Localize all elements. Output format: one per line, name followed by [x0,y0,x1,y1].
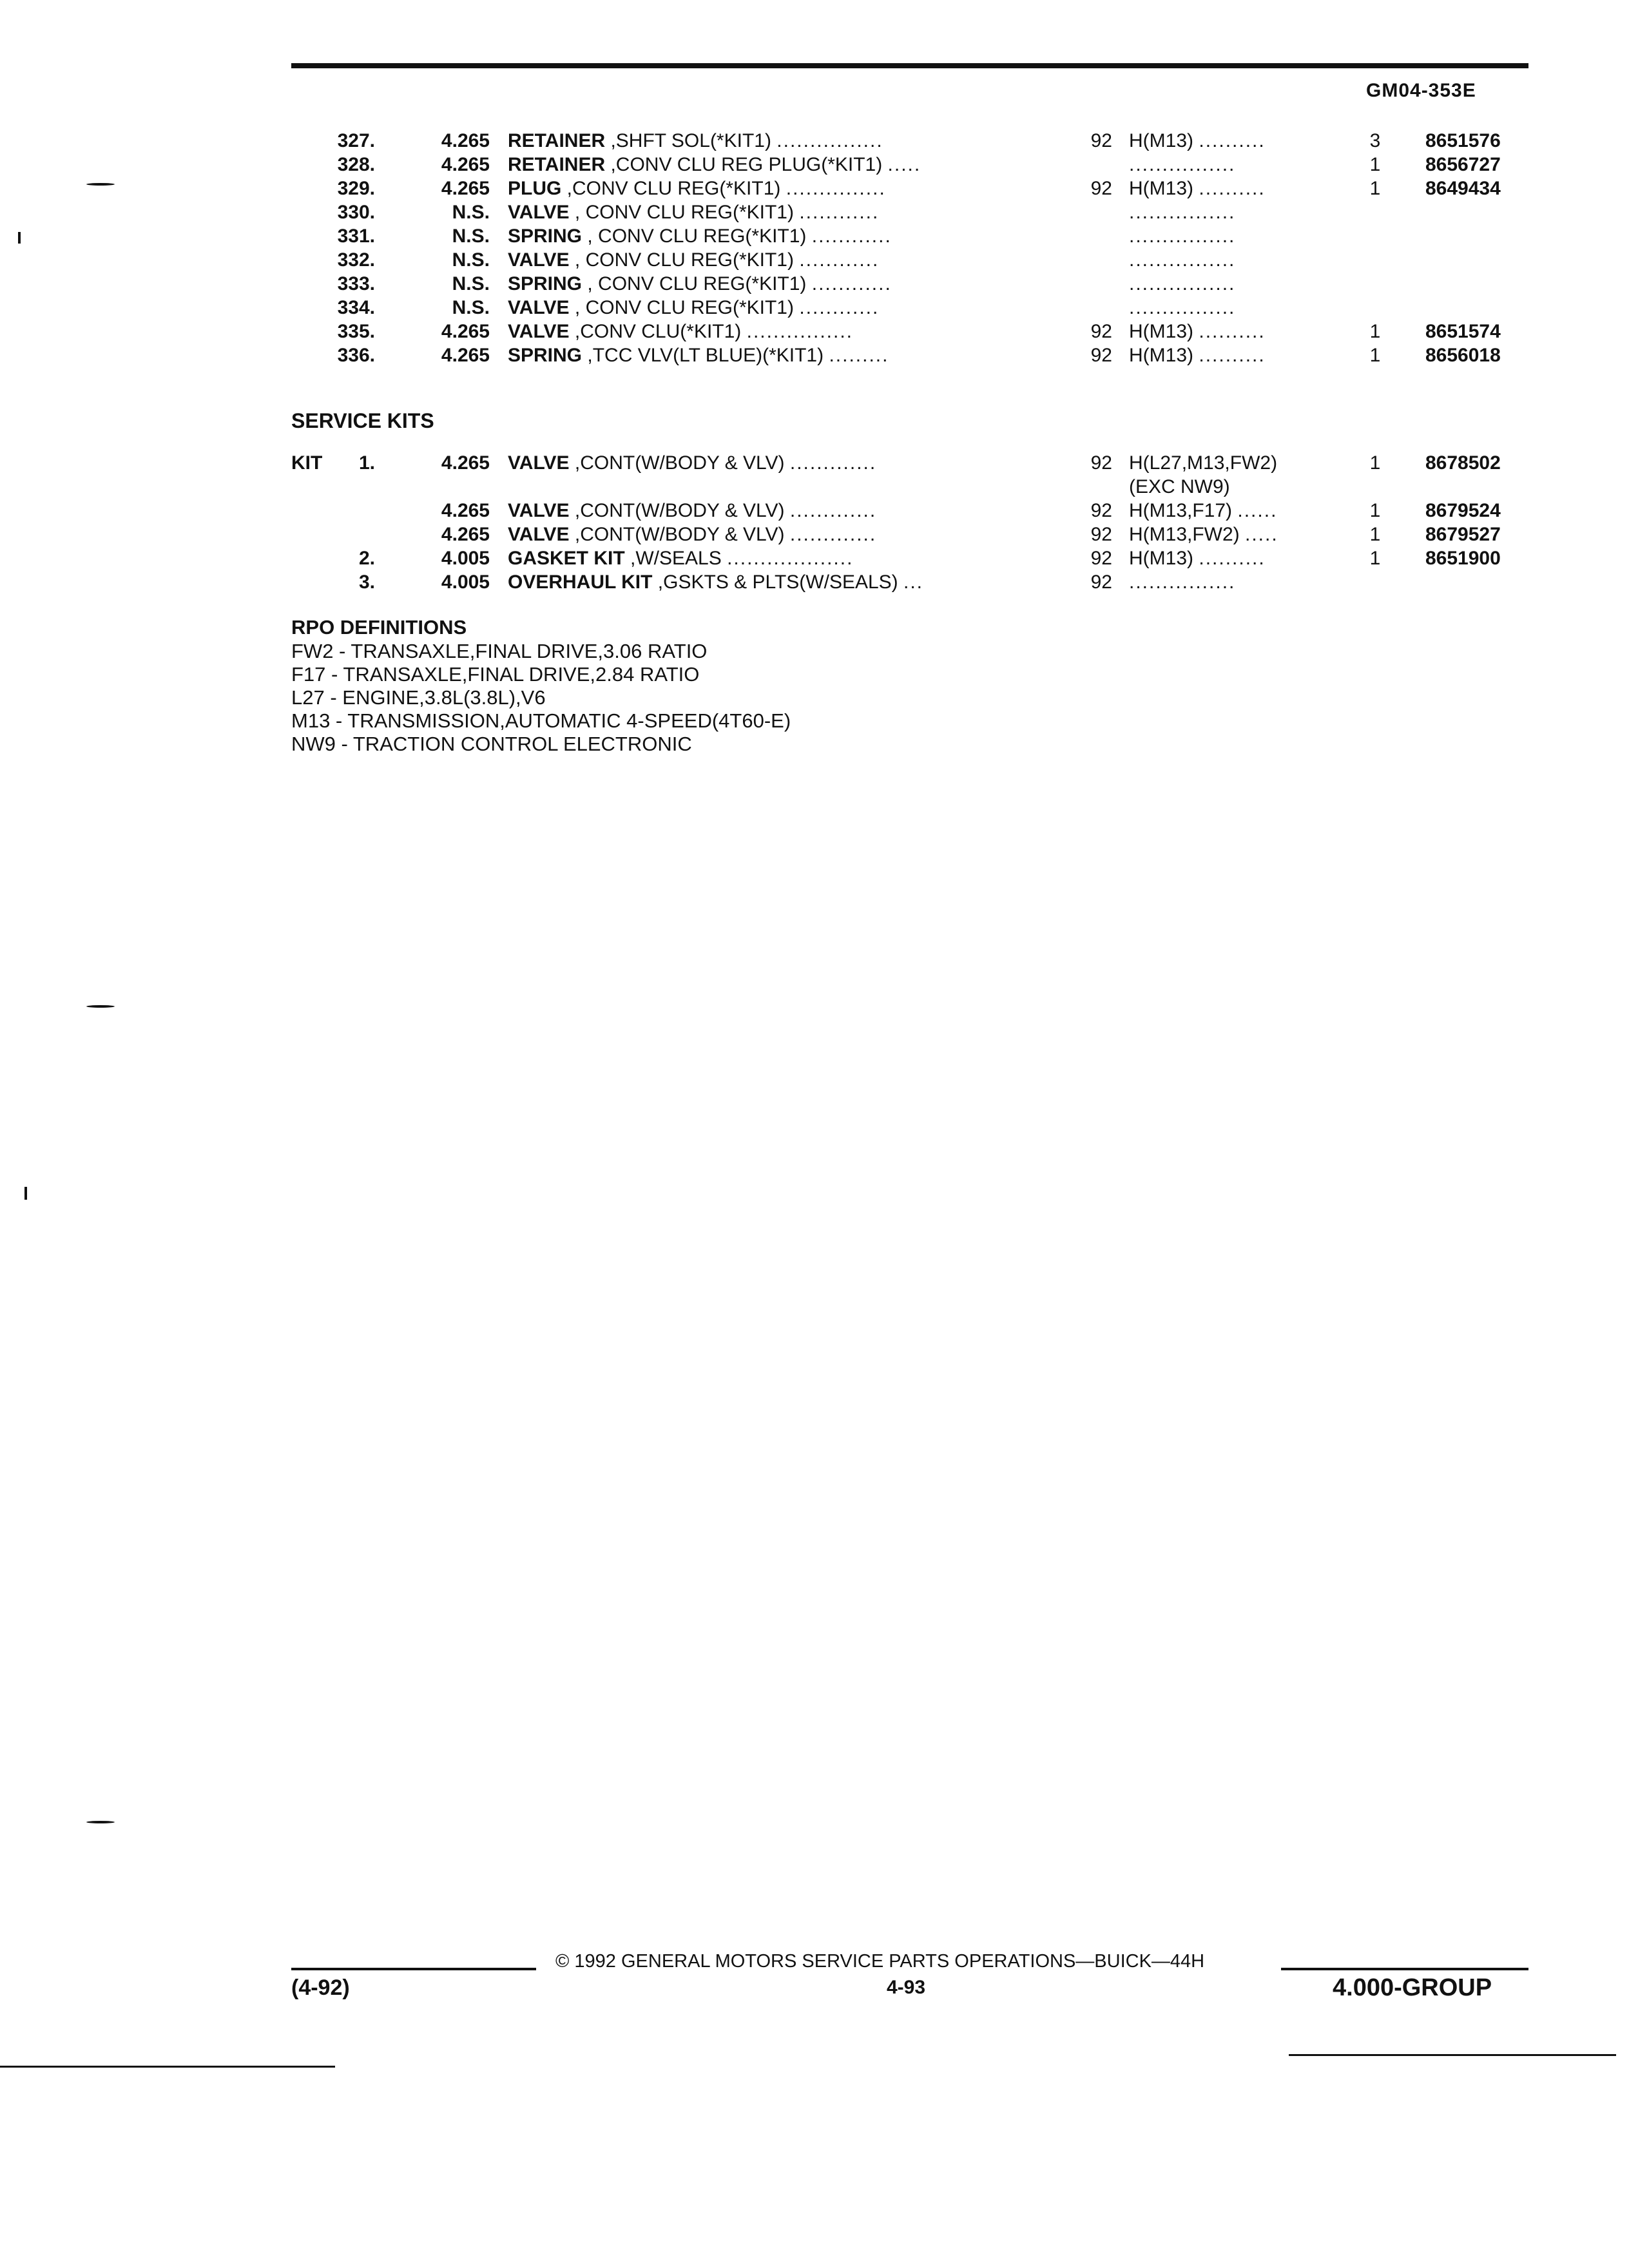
part-name: VALVE [508,524,570,545]
model-year: 92 [1090,452,1112,474]
usage-code [1129,296,1336,320]
part-detail: ,SHFT SOL(*KIT1) [605,130,771,151]
ref-number: 2. [358,548,375,569]
group-number: 4.265 [441,452,490,474]
part-detail: , CONV CLU REG(*KIT1) [582,273,807,294]
group-number: N.S. [452,226,490,247]
part-name: VALVE [508,321,570,342]
table-row [0,272,1629,296]
usage-code [1129,200,1336,225]
table-row [0,296,1629,320]
leader-dots: ............ [799,202,880,223]
leader-dots: ............. [789,452,877,474]
ref-number: 327. [337,130,375,151]
footer-rule-right [1281,1968,1528,1970]
part-description [508,546,1030,571]
leader-dots: ............ [799,249,880,271]
part-name: OVERHAUL KIT [508,572,653,593]
usage-code [1129,320,1336,344]
group-number: 4.005 [441,572,490,593]
part-detail: , CONV CLU REG(*KIT1) [569,202,794,223]
part-detail: ,W/SEALS [624,548,722,569]
table-row [0,177,1629,201]
leader-dots: ................ [1129,249,1236,271]
group-number: 4.265 [441,321,490,342]
part-name: VALVE [508,500,570,521]
usage-code [1129,499,1336,523]
group-number: N.S. [452,202,490,223]
ref-number: 1. [358,452,375,474]
part-number: 8656018 [1425,345,1501,366]
usage-text: H(M13) [1129,178,1194,199]
header-rule [291,63,1528,68]
part-description [508,570,1030,595]
leader-dots: ................ [1129,154,1236,175]
part-number: 8678502 [1425,452,1501,474]
leader-dots: ............. [789,500,877,521]
part-description [508,320,1030,344]
usage-text: H(M13) [1129,548,1194,569]
part-detail: ,CONT(W/BODY & VLV) [569,524,785,545]
usage-code [1129,451,1336,476]
ref-number: 334. [337,297,375,318]
leader-dots: ............. [789,524,877,545]
group-number: N.S. [452,297,490,318]
rpo-definition-line: NW9 - TRACTION CONTROL ELECTRONIC [291,733,692,755]
usage-code [1129,475,1336,499]
table-row [0,343,1629,368]
leader-dots: .......... [1199,178,1266,199]
group-number: N.S. [452,273,490,294]
scan-mark [86,1821,115,1823]
part-detail: ,CONT(W/BODY & VLV) [569,500,785,521]
group-number: 4.265 [441,154,490,175]
table-row [0,320,1629,344]
usage-text: H(M13) [1129,345,1194,366]
leader-dots: .......... [1199,130,1266,151]
group-number: 4.265 [441,500,490,521]
part-number: 8679524 [1425,500,1501,521]
ref-number: 328. [337,154,375,175]
usage-code [1129,546,1336,571]
leader-dots: ...... [1237,500,1278,521]
model-year: 92 [1090,572,1112,593]
part-detail: ,CONT(W/BODY & VLV) [569,452,785,474]
quantity: 3 [1369,130,1381,151]
quantity: 1 [1369,500,1381,521]
part-name: RETAINER [508,154,606,175]
part-number: 8649434 [1425,178,1501,199]
quantity: 1 [1369,548,1381,569]
scan-mark [18,232,21,244]
part-description [508,296,1030,320]
ref-number: 329. [337,178,375,199]
quantity: 1 [1369,321,1381,342]
part-number: 8679527 [1425,524,1501,545]
quantity: 1 [1369,178,1381,199]
usage-code [1129,129,1336,153]
part-description [508,224,1030,249]
leader-dots: .......... [1199,321,1266,342]
ref-number: 333. [337,273,375,294]
scan-mark [86,183,115,186]
table-row [0,546,1629,571]
quantity: 1 [1369,345,1381,366]
part-name: VALVE [508,202,570,223]
table-row [0,523,1629,547]
part-detail: , CONV CLU REG(*KIT1) [582,226,807,247]
ref-number: 336. [337,345,375,366]
leader-dots: ............ [811,226,892,247]
usage-code [1129,248,1336,273]
leader-dots: ............ [799,297,880,318]
leader-dots: ................ [1129,202,1236,223]
leader-dots: ................... [727,548,854,569]
rpo-definition-line: M13 - TRANSMISSION,AUTOMATIC 4-SPEED(4T60-E) [291,709,791,732]
model-year: 92 [1090,130,1112,151]
usage-code [1129,570,1336,595]
leader-dots: ......... [829,345,889,366]
table-row [0,451,1629,476]
part-name: SPRING [508,345,583,366]
ref-number: 332. [337,249,375,271]
usage-code [1129,153,1336,177]
part-name: GASKET KIT [508,548,625,569]
leader-dots: ............ [811,273,892,294]
usage-code [1129,272,1336,296]
group-number: 4.265 [441,345,490,366]
leader-dots: ................ [1129,273,1236,294]
leader-dots: ................ [746,321,853,342]
model-year: 92 [1090,524,1112,545]
rpo-definitions-heading: RPO DEFINITIONS [291,616,467,639]
part-description [508,248,1030,273]
leader-dots: .......... [1199,345,1266,366]
scan-edge-line [1289,2054,1616,2056]
part-description [508,272,1030,296]
ref-number: 331. [337,226,375,247]
ref-number: 335. [337,321,375,342]
ref-number: 330. [337,202,375,223]
part-description [508,523,1030,547]
leader-dots: ................ [776,130,883,151]
part-detail: ,GSKTS & PLTS(W/SEALS) [652,572,898,593]
part-detail: ,CONV CLU(*KIT1) [569,321,742,342]
service-kits-heading: SERVICE KITS [291,409,434,432]
part-detail: ,TCC VLV(LT BLUE)(*KIT1) [582,345,824,366]
leader-dots: ................ [1129,297,1236,318]
table-row [0,475,1629,499]
footer-page-number: 4-93 [887,1977,926,1998]
usage-text: H(M13) [1129,130,1194,151]
part-name: SPRING [508,226,583,247]
ref-number: 3. [358,572,375,593]
kit-label: KIT [291,452,323,474]
leader-dots: ................ [1129,572,1236,593]
quantity: 1 [1369,154,1381,175]
usage-text: H(M13,FW2) [1129,524,1240,545]
usage-code [1129,343,1336,368]
leader-dots: ..... [1245,524,1278,545]
scan-mark [24,1187,27,1200]
part-number: 8651576 [1425,130,1501,151]
part-description [508,177,1030,201]
group-number: 4.265 [441,178,490,199]
table-row [0,129,1629,153]
quantity: 1 [1369,524,1381,545]
footer-rule-left [291,1968,536,1970]
group-number: 4.005 [441,548,490,569]
quantity: 1 [1369,452,1381,474]
usage-code [1129,224,1336,249]
model-year: 92 [1090,178,1112,199]
table-row [0,499,1629,523]
usage-text: H(L27,M13,FW2) [1129,452,1278,474]
group-number: 4.265 [441,130,490,151]
table-row [0,570,1629,595]
part-description [508,343,1030,368]
table-row [0,153,1629,177]
model-year: 92 [1090,321,1112,342]
part-detail: , CONV CLU REG(*KIT1) [569,249,794,271]
usage-code [1129,523,1336,547]
rpo-definition-line: FW2 - TRANSAXLE,FINAL DRIVE,3.06 RATIO [291,640,708,662]
group-number: N.S. [452,249,490,271]
part-name: VALVE [508,452,570,474]
footer-copyright: © 1992 GENERAL MOTORS SERVICE PARTS OPERATIONS—BUICK—44H [555,1951,1205,1972]
leader-dots: ................ [1129,226,1236,247]
part-name: SPRING [508,273,583,294]
usage-text: (EXC NW9) [1129,476,1230,497]
table-row [0,248,1629,273]
leader-dots: .......... [1199,548,1266,569]
scan-edge-line [0,2066,335,2068]
usage-code [1129,177,1336,201]
group-number: 4.265 [441,524,490,545]
usage-text: H(M13) [1129,321,1194,342]
part-description [508,499,1030,523]
part-name: VALVE [508,297,570,318]
leader-dots: ..... [887,154,921,175]
part-description [508,451,1030,476]
part-description [508,129,1030,153]
part-description [508,200,1030,225]
model-year: 92 [1090,345,1112,366]
leader-dots: ... [903,572,924,593]
table-row [0,224,1629,249]
model-year: 92 [1090,500,1112,521]
part-name: VALVE [508,249,570,271]
part-detail: , CONV CLU REG(*KIT1) [569,297,794,318]
table-row [0,200,1629,225]
leader-dots: ............... [786,178,886,199]
part-name: RETAINER [508,130,606,151]
rpo-definition-line: L27 - ENGINE,3.8L(3.8L),V6 [291,686,546,709]
part-number: 8651574 [1425,321,1501,342]
part-detail: ,CONV CLU REG(*KIT1) [561,178,781,199]
part-detail: ,CONV CLU REG PLUG(*KIT1) [605,154,883,175]
document-code: GM04-353E [1366,80,1476,101]
rpo-definition-line: F17 - TRANSAXLE,FINAL DRIVE,2.84 RATIO [291,663,700,686]
part-number: 8656727 [1425,154,1501,175]
usage-text: H(M13,F17) [1129,500,1233,521]
part-description [508,153,1030,177]
part-name: PLUG [508,178,562,199]
footer-date: (4-92) [291,1975,350,2000]
part-number: 8651900 [1425,548,1501,569]
footer-group-label: 4.000-GROUP [1333,1974,1492,2001]
scan-mark [86,1005,115,1008]
model-year: 92 [1090,548,1112,569]
